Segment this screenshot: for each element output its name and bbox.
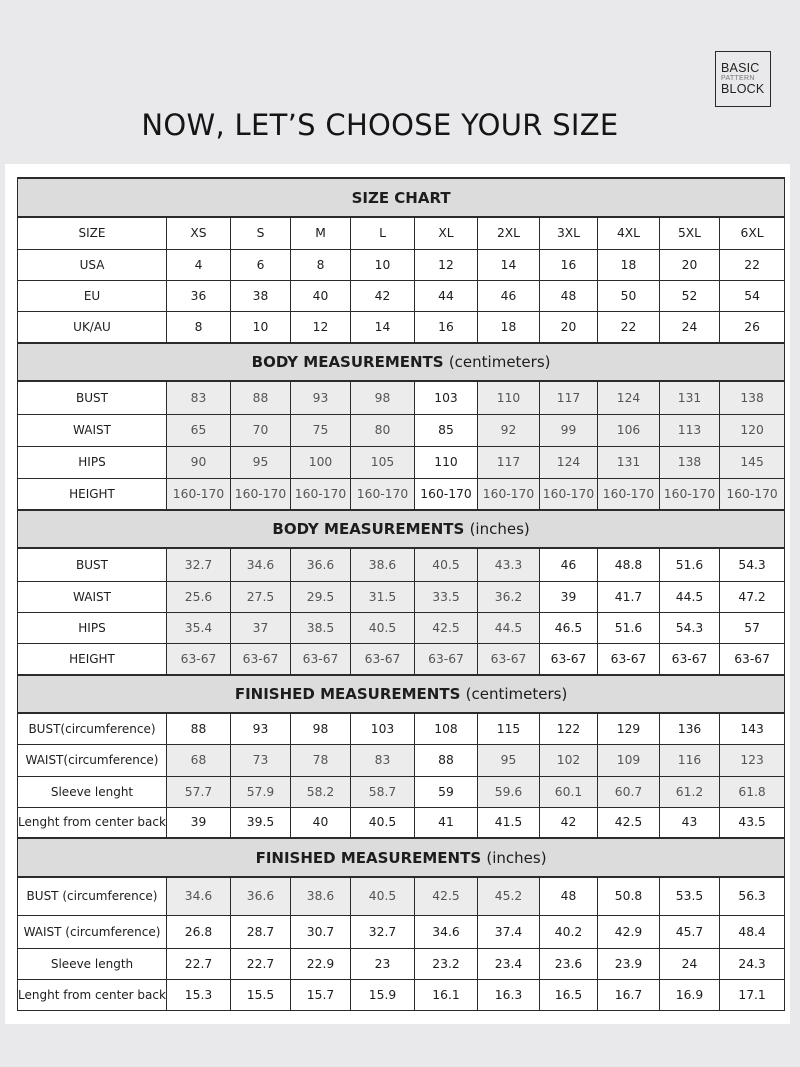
- table-cell: 22: [598, 311, 660, 343]
- row-label: Lenght from center back: [18, 807, 167, 838]
- section-header: [18, 343, 785, 381]
- table-cell: 16.3: [478, 979, 540, 1010]
- page-headline: NOW, LET’S CHOOSE YOUR SIZE: [141, 108, 619, 142]
- table-row: [18, 217, 785, 249]
- table-cell: 26.8: [167, 915, 231, 948]
- table-cell: 100: [291, 446, 351, 478]
- table-cell: 5XL: [660, 217, 720, 249]
- table-cell: 63-67: [351, 643, 415, 675]
- table-cell: 95: [231, 446, 291, 478]
- section-title: [18, 675, 785, 713]
- table-cell: 39: [167, 807, 231, 838]
- table-cell: 23: [351, 948, 415, 979]
- section-unit: (inches): [486, 848, 547, 867]
- table-cell: 73: [231, 744, 291, 776]
- table-cell: 103: [351, 713, 415, 744]
- table-cell: 12: [415, 249, 478, 280]
- table-row: [18, 612, 785, 643]
- table-cell: 138: [720, 381, 785, 414]
- table-cell: 98: [291, 713, 351, 744]
- table-cell: 113: [660, 414, 720, 446]
- table-row: [18, 948, 785, 979]
- table-row: [18, 478, 785, 510]
- table-cell: 32.7: [351, 915, 415, 948]
- table-cell: 48.8: [598, 548, 660, 581]
- table-cell: 143: [720, 713, 785, 744]
- table-cell: 31.5: [351, 581, 415, 612]
- table-row: [18, 776, 785, 807]
- table-cell: 54: [720, 280, 785, 311]
- table-cell: 16.7: [598, 979, 660, 1010]
- row-label: WAIST (circumference): [18, 915, 167, 948]
- table-cell: 63-67: [660, 643, 720, 675]
- table-cell: 39: [540, 581, 598, 612]
- table-cell: 14: [478, 249, 540, 280]
- table-cell: 110: [415, 446, 478, 478]
- table-cell: 38.6: [291, 877, 351, 915]
- table-cell: 48.4: [720, 915, 785, 948]
- row-label: SIZE: [18, 217, 167, 249]
- table-cell: 40: [291, 807, 351, 838]
- table-cell: 24: [660, 948, 720, 979]
- table-row: [18, 581, 785, 612]
- row-label: Sleeve length: [18, 948, 167, 979]
- section-header: [18, 178, 785, 217]
- section-title: [18, 838, 785, 877]
- table-cell: 95: [478, 744, 540, 776]
- table-cell: 42.5: [598, 807, 660, 838]
- brand-line-3: BLOCK: [721, 82, 765, 96]
- table-cell: 32.7: [167, 548, 231, 581]
- table-cell: 15.9: [351, 979, 415, 1010]
- row-label: BUST(circumference): [18, 713, 167, 744]
- table-cell: 59.6: [478, 776, 540, 807]
- table-cell: 160-170: [660, 478, 720, 510]
- table-cell: 57: [720, 612, 785, 643]
- table-cell: 46.5: [540, 612, 598, 643]
- table-cell: 46: [540, 548, 598, 581]
- table-cell: 52: [660, 280, 720, 311]
- row-label: Lenght from center back: [18, 979, 167, 1010]
- table-cell: 29.5: [291, 581, 351, 612]
- table-cell: 129: [598, 713, 660, 744]
- table-cell: 35.4: [167, 612, 231, 643]
- table-cell: 98: [351, 381, 415, 414]
- table-cell: 12: [291, 311, 351, 343]
- table-cell: 109: [598, 744, 660, 776]
- table-cell: 63-67: [231, 643, 291, 675]
- table-cell: 14: [351, 311, 415, 343]
- table-cell: XS: [167, 217, 231, 249]
- table-cell: 28.7: [231, 915, 291, 948]
- table-cell: 124: [540, 446, 598, 478]
- table-cell: 105: [351, 446, 415, 478]
- table-cell: 42.5: [415, 877, 478, 915]
- table-cell: 78: [291, 744, 351, 776]
- table-cell: 93: [231, 713, 291, 744]
- table-cell: 90: [167, 446, 231, 478]
- row-label: WAIST(circumference): [18, 744, 167, 776]
- section-title-text: SIZE CHART: [351, 188, 451, 207]
- table-cell: 108: [415, 713, 478, 744]
- table-cell: 124: [598, 381, 660, 414]
- table-cell: 10: [351, 249, 415, 280]
- table-cell: 36.6: [231, 877, 291, 915]
- table-cell: 160-170: [540, 478, 598, 510]
- table-cell: 123: [720, 744, 785, 776]
- table-cell: 88: [167, 713, 231, 744]
- table-cell: 15.3: [167, 979, 231, 1010]
- row-label: Sleeve lenght: [18, 776, 167, 807]
- table-cell: 30.7: [291, 915, 351, 948]
- section-title-text: FINISHED MEASUREMENTS: [255, 848, 482, 867]
- table-cell: 50.8: [598, 877, 660, 915]
- row-label: BUST: [18, 548, 167, 581]
- table-cell: 58.7: [351, 776, 415, 807]
- table-cell: 37: [231, 612, 291, 643]
- table-cell: 25.6: [167, 581, 231, 612]
- table-cell: 2XL: [478, 217, 540, 249]
- table-row: [18, 979, 785, 1010]
- table-cell: 37.4: [478, 915, 540, 948]
- table-cell: 40.5: [351, 877, 415, 915]
- table-cell: XL: [415, 217, 478, 249]
- row-label: BUST (circumference): [18, 877, 167, 915]
- section-unit: (centimeters): [465, 685, 568, 703]
- table-cell: 99: [540, 414, 598, 446]
- row-label: WAIST: [18, 414, 167, 446]
- table-cell: 54.3: [720, 548, 785, 581]
- table-cell: 40.5: [351, 807, 415, 838]
- table-cell: 17.1: [720, 979, 785, 1010]
- table-cell: 117: [540, 381, 598, 414]
- table-cell: 44.5: [660, 581, 720, 612]
- table-cell: 10: [231, 311, 291, 343]
- table-cell: 93: [291, 381, 351, 414]
- table-cell: 160-170: [231, 478, 291, 510]
- table-cell: 36.2: [478, 581, 540, 612]
- table-cell: 38.5: [291, 612, 351, 643]
- table-cell: 40.5: [415, 548, 478, 581]
- table-cell: 8: [291, 249, 351, 280]
- table-cell: L: [351, 217, 415, 249]
- section-title: [18, 178, 785, 217]
- table-cell: 6XL: [720, 217, 785, 249]
- table-cell: 36: [167, 280, 231, 311]
- table-cell: 38.6: [351, 548, 415, 581]
- table-cell: 63-67: [540, 643, 598, 675]
- table-cell: 106: [598, 414, 660, 446]
- row-label: EU: [18, 280, 167, 311]
- table-cell: 39.5: [231, 807, 291, 838]
- table-cell: 51.6: [598, 612, 660, 643]
- table-cell: 58.2: [291, 776, 351, 807]
- table-cell: 70: [231, 414, 291, 446]
- table-cell: 136: [660, 713, 720, 744]
- table-cell: 22.7: [231, 948, 291, 979]
- table-cell: 160-170: [291, 478, 351, 510]
- table-cell: 44.5: [478, 612, 540, 643]
- table-row: [18, 915, 785, 948]
- section-unit: (centimeters): [448, 353, 551, 371]
- table-cell: M: [291, 217, 351, 249]
- table-cell: 16: [415, 311, 478, 343]
- table-cell: 47.2: [720, 581, 785, 612]
- table-cell: 40: [291, 280, 351, 311]
- section-title-text: BODY MEASUREMENTS: [251, 353, 444, 371]
- table-cell: 34.6: [415, 915, 478, 948]
- table-cell: 26: [720, 311, 785, 343]
- table-cell: 120: [720, 414, 785, 446]
- table-cell: 57.9: [231, 776, 291, 807]
- table-cell: 6: [231, 249, 291, 280]
- table-cell: 27.5: [231, 581, 291, 612]
- table-cell: 61.2: [660, 776, 720, 807]
- table-row: [18, 643, 785, 675]
- table-cell: 102: [540, 744, 598, 776]
- table-cell: 22.9: [291, 948, 351, 979]
- table-cell: 42: [351, 280, 415, 311]
- table-cell: 80: [351, 414, 415, 446]
- row-label: HIPS: [18, 612, 167, 643]
- table-row: [18, 807, 785, 838]
- row-label: HEIGHT: [18, 643, 167, 675]
- table-cell: 45.7: [660, 915, 720, 948]
- section-title: [18, 343, 785, 381]
- table-cell: 43: [660, 807, 720, 838]
- row-label: USA: [18, 249, 167, 280]
- table-cell: 48: [540, 280, 598, 311]
- table-cell: 23.4: [478, 948, 540, 979]
- table-cell: 50: [598, 280, 660, 311]
- table-cell: 131: [598, 446, 660, 478]
- table-cell: 34.6: [231, 548, 291, 581]
- table-cell: 92: [478, 414, 540, 446]
- table-cell: 42.9: [598, 915, 660, 948]
- row-label: UK/AU: [18, 311, 167, 343]
- table-cell: 63-67: [167, 643, 231, 675]
- table-cell: 45.2: [478, 877, 540, 915]
- section-unit: (inches): [469, 520, 530, 538]
- table-cell: 16: [540, 249, 598, 280]
- table-cell: 18: [598, 249, 660, 280]
- table-cell: 16.1: [415, 979, 478, 1010]
- table-cell: 145: [720, 446, 785, 478]
- table-cell: 103: [415, 381, 478, 414]
- section-title-text: BODY MEASUREMENTS: [272, 520, 465, 538]
- size-chart-table: [17, 177, 785, 1011]
- table-cell: 51.6: [660, 548, 720, 581]
- table-cell: 36.6: [291, 548, 351, 581]
- section-header: [18, 838, 785, 877]
- table-cell: 22.7: [167, 948, 231, 979]
- table-cell: 23.6: [540, 948, 598, 979]
- table-cell: 65: [167, 414, 231, 446]
- table-cell: 60.1: [540, 776, 598, 807]
- table-cell: 115: [478, 713, 540, 744]
- table-cell: 3XL: [540, 217, 598, 249]
- table-cell: 16.5: [540, 979, 598, 1010]
- table-cell: 4: [167, 249, 231, 280]
- table-cell: 43.3: [478, 548, 540, 581]
- brand-line-2: PATTERN: [721, 75, 755, 82]
- table-cell: 160-170: [351, 478, 415, 510]
- table-cell: 23.9: [598, 948, 660, 979]
- row-label: WAIST: [18, 581, 167, 612]
- section-header: [18, 675, 785, 713]
- table-cell: 44: [415, 280, 478, 311]
- brand-line-1: BASIC: [721, 61, 760, 75]
- table-cell: 68: [167, 744, 231, 776]
- table-cell: 117: [478, 446, 540, 478]
- table-cell: 160-170: [167, 478, 231, 510]
- table-cell: 116: [660, 744, 720, 776]
- table-cell: 53.5: [660, 877, 720, 915]
- table-cell: 41.5: [478, 807, 540, 838]
- row-label: BUST: [18, 381, 167, 414]
- table-cell: 42.5: [415, 612, 478, 643]
- table-cell: 40.5: [351, 612, 415, 643]
- table-cell: 23.2: [415, 948, 478, 979]
- table-cell: 48: [540, 877, 598, 915]
- table-cell: 41: [415, 807, 478, 838]
- table-cell: 138: [660, 446, 720, 478]
- table-cell: 61.8: [720, 776, 785, 807]
- table-cell: 57.7: [167, 776, 231, 807]
- table-cell: 38: [231, 280, 291, 311]
- table-row: [18, 548, 785, 581]
- section-title-text: FINISHED MEASUREMENTS: [234, 685, 461, 703]
- table-cell: 54.3: [660, 612, 720, 643]
- table-cell: 20: [540, 311, 598, 343]
- table-cell: 33.5: [415, 581, 478, 612]
- table-cell: 22: [720, 249, 785, 280]
- section-title: [18, 510, 785, 548]
- table-row: [18, 381, 785, 414]
- table-cell: 88: [415, 744, 478, 776]
- table-cell: 83: [167, 381, 231, 414]
- table-cell: 56.3: [720, 877, 785, 915]
- table-cell: 63-67: [415, 643, 478, 675]
- table-row: [18, 311, 785, 343]
- table-cell: 63-67: [291, 643, 351, 675]
- table-row: [18, 877, 785, 915]
- table-row: [18, 446, 785, 478]
- table-cell: 160-170: [478, 478, 540, 510]
- row-label: HEIGHT: [18, 478, 167, 510]
- table-cell: 131: [660, 381, 720, 414]
- table-row: [18, 249, 785, 280]
- table-cell: 41.7: [598, 581, 660, 612]
- table-cell: 59: [415, 776, 478, 807]
- table-cell: 110: [478, 381, 540, 414]
- table-cell: 43.5: [720, 807, 785, 838]
- table-cell: 88: [231, 381, 291, 414]
- table-cell: 8: [167, 311, 231, 343]
- brand-logo: [715, 51, 771, 107]
- table-cell: 20: [660, 249, 720, 280]
- row-label: HIPS: [18, 446, 167, 478]
- table-cell: 4XL: [598, 217, 660, 249]
- table-cell: 160-170: [720, 478, 785, 510]
- table-cell: 42: [540, 807, 598, 838]
- table-cell: 85: [415, 414, 478, 446]
- table-row: [18, 414, 785, 446]
- table-cell: 18: [478, 311, 540, 343]
- table-cell: 122: [540, 713, 598, 744]
- table-cell: 75: [291, 414, 351, 446]
- table-cell: S: [231, 217, 291, 249]
- table-row: [18, 713, 785, 744]
- table-cell: 34.6: [167, 877, 231, 915]
- table-cell: 24: [660, 311, 720, 343]
- table-cell: 15.7: [291, 979, 351, 1010]
- table-cell: 46: [478, 280, 540, 311]
- table-row: [18, 744, 785, 776]
- table-cell: 83: [351, 744, 415, 776]
- table-cell: 24.3: [720, 948, 785, 979]
- table-cell: 63-67: [478, 643, 540, 675]
- table-cell: 60.7: [598, 776, 660, 807]
- table-cell: 16.9: [660, 979, 720, 1010]
- table-cell: 63-67: [598, 643, 660, 675]
- table-row: [18, 280, 785, 311]
- table-cell: 40.2: [540, 915, 598, 948]
- table-cell: 160-170: [598, 478, 660, 510]
- table-cell: 160-170: [415, 478, 478, 510]
- section-header: [18, 510, 785, 548]
- table-cell: 63-67: [720, 643, 785, 675]
- table-cell: 15.5: [231, 979, 291, 1010]
